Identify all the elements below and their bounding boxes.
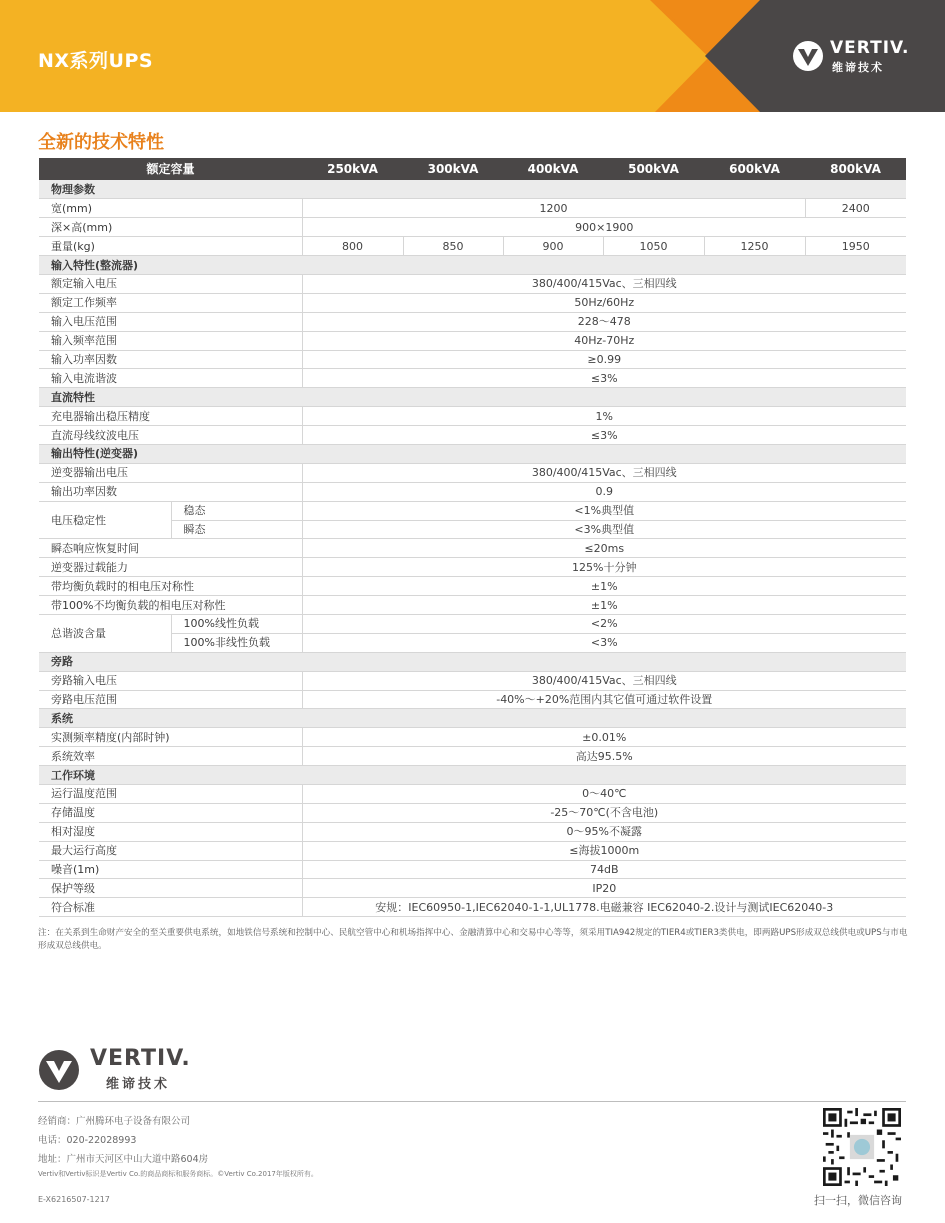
row-value: 0～95%不凝露: [302, 822, 906, 841]
table-row: [39, 558, 906, 577]
category-row: [39, 256, 906, 275]
table-row: [39, 671, 906, 690]
sub-row-label: 稳态: [171, 501, 302, 520]
product-title: NX系列UPS: [38, 50, 154, 72]
row-value: -25～70℃(不含电池): [302, 803, 906, 822]
row-value: 高达95.5%: [302, 747, 906, 766]
category-label: 直流特性: [39, 388, 906, 407]
footer-brand-logo: [38, 1046, 218, 1094]
row-value: 74dB: [302, 860, 906, 879]
row-label: 瞬态响应恢复时间: [39, 539, 302, 558]
row-label: 充电器输出稳压精度: [39, 407, 302, 426]
address-text: 地址：广州市天河区中山大道中路604房: [38, 1154, 209, 1165]
row-value: 1950: [805, 237, 906, 256]
row-value: 0～40℃: [302, 785, 906, 804]
trademark-text: Vertiv和Vertiv标识是Vertiv Co.的商品商标和服务商标。©Vertiv Co.2017年版权所有。: [38, 1170, 318, 1178]
row-value: ±1%: [302, 577, 906, 596]
table-header-row: [39, 158, 906, 180]
vertiv-logo-icon: [38, 1049, 80, 1091]
row-value: ≤20ms: [302, 539, 906, 558]
row-label: 额定工作频率: [39, 293, 302, 312]
row-label: 旁路输入电压: [39, 671, 302, 690]
row-value: <2%: [302, 614, 906, 633]
footer-brand-word: VERTIV.: [90, 1046, 191, 1071]
row-value: 1250: [704, 237, 805, 256]
row-label: 输入电流谐波: [39, 369, 302, 388]
sub-row-label: 100%非线性负载: [171, 633, 302, 652]
row-value: 850: [403, 237, 503, 256]
row-value: ≥0.99: [302, 350, 906, 369]
row-value: 1200: [302, 199, 805, 218]
row-value: ≤海拔1000m: [302, 841, 906, 860]
row-value: 40Hz-70Hz: [302, 331, 906, 350]
row-label: 电压稳定性: [39, 501, 171, 539]
row-label: 额定输入电压: [39, 274, 302, 293]
table-row: [39, 690, 906, 709]
row-value: 380/400/415Vac、三相四线: [302, 463, 906, 482]
section-title: 全新的技术特性: [38, 132, 164, 153]
capacity-header: 800kVA: [805, 158, 906, 180]
table-row: [39, 879, 906, 898]
row-label: 宽(mm): [39, 199, 302, 218]
capacity-header: 600kVA: [704, 158, 805, 180]
row-value: <3%: [302, 633, 906, 652]
row-value: ≤3%: [302, 426, 906, 445]
table-row: [39, 407, 906, 426]
table-row: [39, 369, 906, 388]
row-value: 125%十分钟: [302, 558, 906, 577]
page-header: [0, 0, 945, 112]
row-label: 输出功率因数: [39, 482, 302, 501]
row-label: 旁路电压范围: [39, 690, 302, 709]
category-row: [39, 180, 906, 199]
row-label: 相对湿度: [39, 822, 302, 841]
row-value: 380/400/415Vac、三相四线: [302, 274, 906, 293]
sub-row-label: 100%线性负载: [171, 614, 302, 633]
category-row: [39, 444, 906, 463]
row-label: 噪音(1m): [39, 860, 302, 879]
table-row: [39, 577, 906, 596]
qr-avatar-icon: [854, 1139, 870, 1155]
row-value: 380/400/415Vac、三相四线: [302, 671, 906, 690]
table-row: [39, 218, 906, 237]
wechat-qr-code[interactable]: [823, 1108, 901, 1186]
table-row: [39, 614, 906, 633]
table-row: [39, 785, 906, 804]
row-value: 安规：IEC60950-1,IEC62040-1-1,UL1778.电磁兼容 IEC62040-2.设计与测试IEC62040-3: [302, 898, 906, 917]
row-value: 0.9: [302, 482, 906, 501]
table-row: [39, 822, 906, 841]
row-label: 存储温度: [39, 803, 302, 822]
row-value: 900×1900: [302, 218, 906, 237]
phone-text: 电话：020-22028993: [38, 1135, 137, 1146]
row-label: 逆变器过载能力: [39, 558, 302, 577]
row-label: 重量(kg): [39, 237, 302, 256]
row-value: 900: [503, 237, 603, 256]
category-label: 输出特性(逆变器): [39, 444, 906, 463]
spec-table: [39, 158, 906, 917]
row-value: -40%～+20%范围内其它值可通过软件设置: [302, 690, 906, 709]
header-brand-word: VERTIV.: [830, 38, 910, 58]
category-label: 旁路: [39, 652, 906, 671]
category-label: 系统: [39, 709, 906, 728]
header-brand-logo: [790, 38, 920, 78]
row-label: 实测频率精度(内部时钟): [39, 728, 302, 747]
sub-row-label: 瞬态: [171, 520, 302, 539]
footer-brand-cn: 维谛技术: [106, 1077, 171, 1092]
table-row: [39, 293, 906, 312]
row-value: <1%典型值: [302, 501, 906, 520]
row-label: 带100%不均衡负载的相电压对称性: [39, 596, 302, 615]
qr-caption: 扫一扫，微信咨询: [814, 1194, 902, 1207]
row-label: 符合标准: [39, 898, 302, 917]
row-label: 保护等级: [39, 879, 302, 898]
table-row: [39, 841, 906, 860]
table-row: [39, 747, 906, 766]
row-label: 系统效率: [39, 747, 302, 766]
category-row: [39, 388, 906, 407]
footnote: 注：在关系到生命财产安全的至关重要供电系统，如地铁信号系统和控制中心、民航空管中心和机场指挥中心、金融清算中心和交易中心等等，须采用TIA942规定的TIER4或TIER3类供电，即两路UPS形成双总线供电或UPS与市电形成双总线供电。: [38, 928, 908, 951]
rated-capacity-header: 额定容量: [39, 158, 302, 180]
table-row: [39, 728, 906, 747]
table-row: [39, 463, 906, 482]
vertiv-logo-icon: [792, 40, 824, 72]
row-label: 输入频率范围: [39, 331, 302, 350]
table-row: [39, 426, 906, 445]
table-row: [39, 274, 906, 293]
category-label: 工作环境: [39, 766, 906, 785]
row-label: 深×高(mm): [39, 218, 302, 237]
row-value: ≤3%: [302, 369, 906, 388]
row-value: 800: [302, 237, 403, 256]
capacity-header: 300kVA: [403, 158, 503, 180]
row-label: 直流母线纹波电压: [39, 426, 302, 445]
distributor-text: 经销商：广州腾环电子设备有限公司: [38, 1116, 191, 1127]
row-label: 最大运行高度: [39, 841, 302, 860]
row-value: 2400: [805, 199, 906, 218]
row-value: IP20: [302, 879, 906, 898]
capacity-header: 250kVA: [302, 158, 403, 180]
row-label: 带均衡负载时的相电压对称性: [39, 577, 302, 596]
table-row: [39, 312, 906, 331]
row-value: 1%: [302, 407, 906, 426]
table-row: [39, 860, 906, 879]
row-label: 运行温度范围: [39, 785, 302, 804]
table-row: [39, 331, 906, 350]
header-brand-cn: 维谛技术: [832, 61, 884, 74]
capacity-header: 500kVA: [603, 158, 704, 180]
table-row: [39, 482, 906, 501]
row-label: 逆变器输出电压: [39, 463, 302, 482]
row-value: <3%典型值: [302, 520, 906, 539]
row-label: 输入功率因数: [39, 350, 302, 369]
table-row: [39, 898, 906, 917]
category-row: [39, 709, 906, 728]
category-row: [39, 766, 906, 785]
table-row: [39, 596, 906, 615]
row-value: 50Hz/60Hz: [302, 293, 906, 312]
table-row: [39, 237, 906, 256]
category-label: 输入特性(整流器): [39, 256, 906, 275]
row-value: 228～478: [302, 312, 906, 331]
doc-code: E-X6216507-1217: [38, 1195, 110, 1204]
row-label: 输入电压范围: [39, 312, 302, 331]
row-label: 总谐波含量: [39, 614, 171, 652]
table-row: [39, 501, 906, 520]
capacity-header: 400kVA: [503, 158, 603, 180]
row-value: 1050: [603, 237, 704, 256]
table-row: [39, 539, 906, 558]
footer-divider: [38, 1101, 906, 1102]
category-row: [39, 652, 906, 671]
category-label: 物理参数: [39, 180, 906, 199]
table-row: [39, 350, 906, 369]
row-value: ±1%: [302, 596, 906, 615]
table-row: [39, 803, 906, 822]
row-value: ±0.01%: [302, 728, 906, 747]
table-row: [39, 199, 906, 218]
